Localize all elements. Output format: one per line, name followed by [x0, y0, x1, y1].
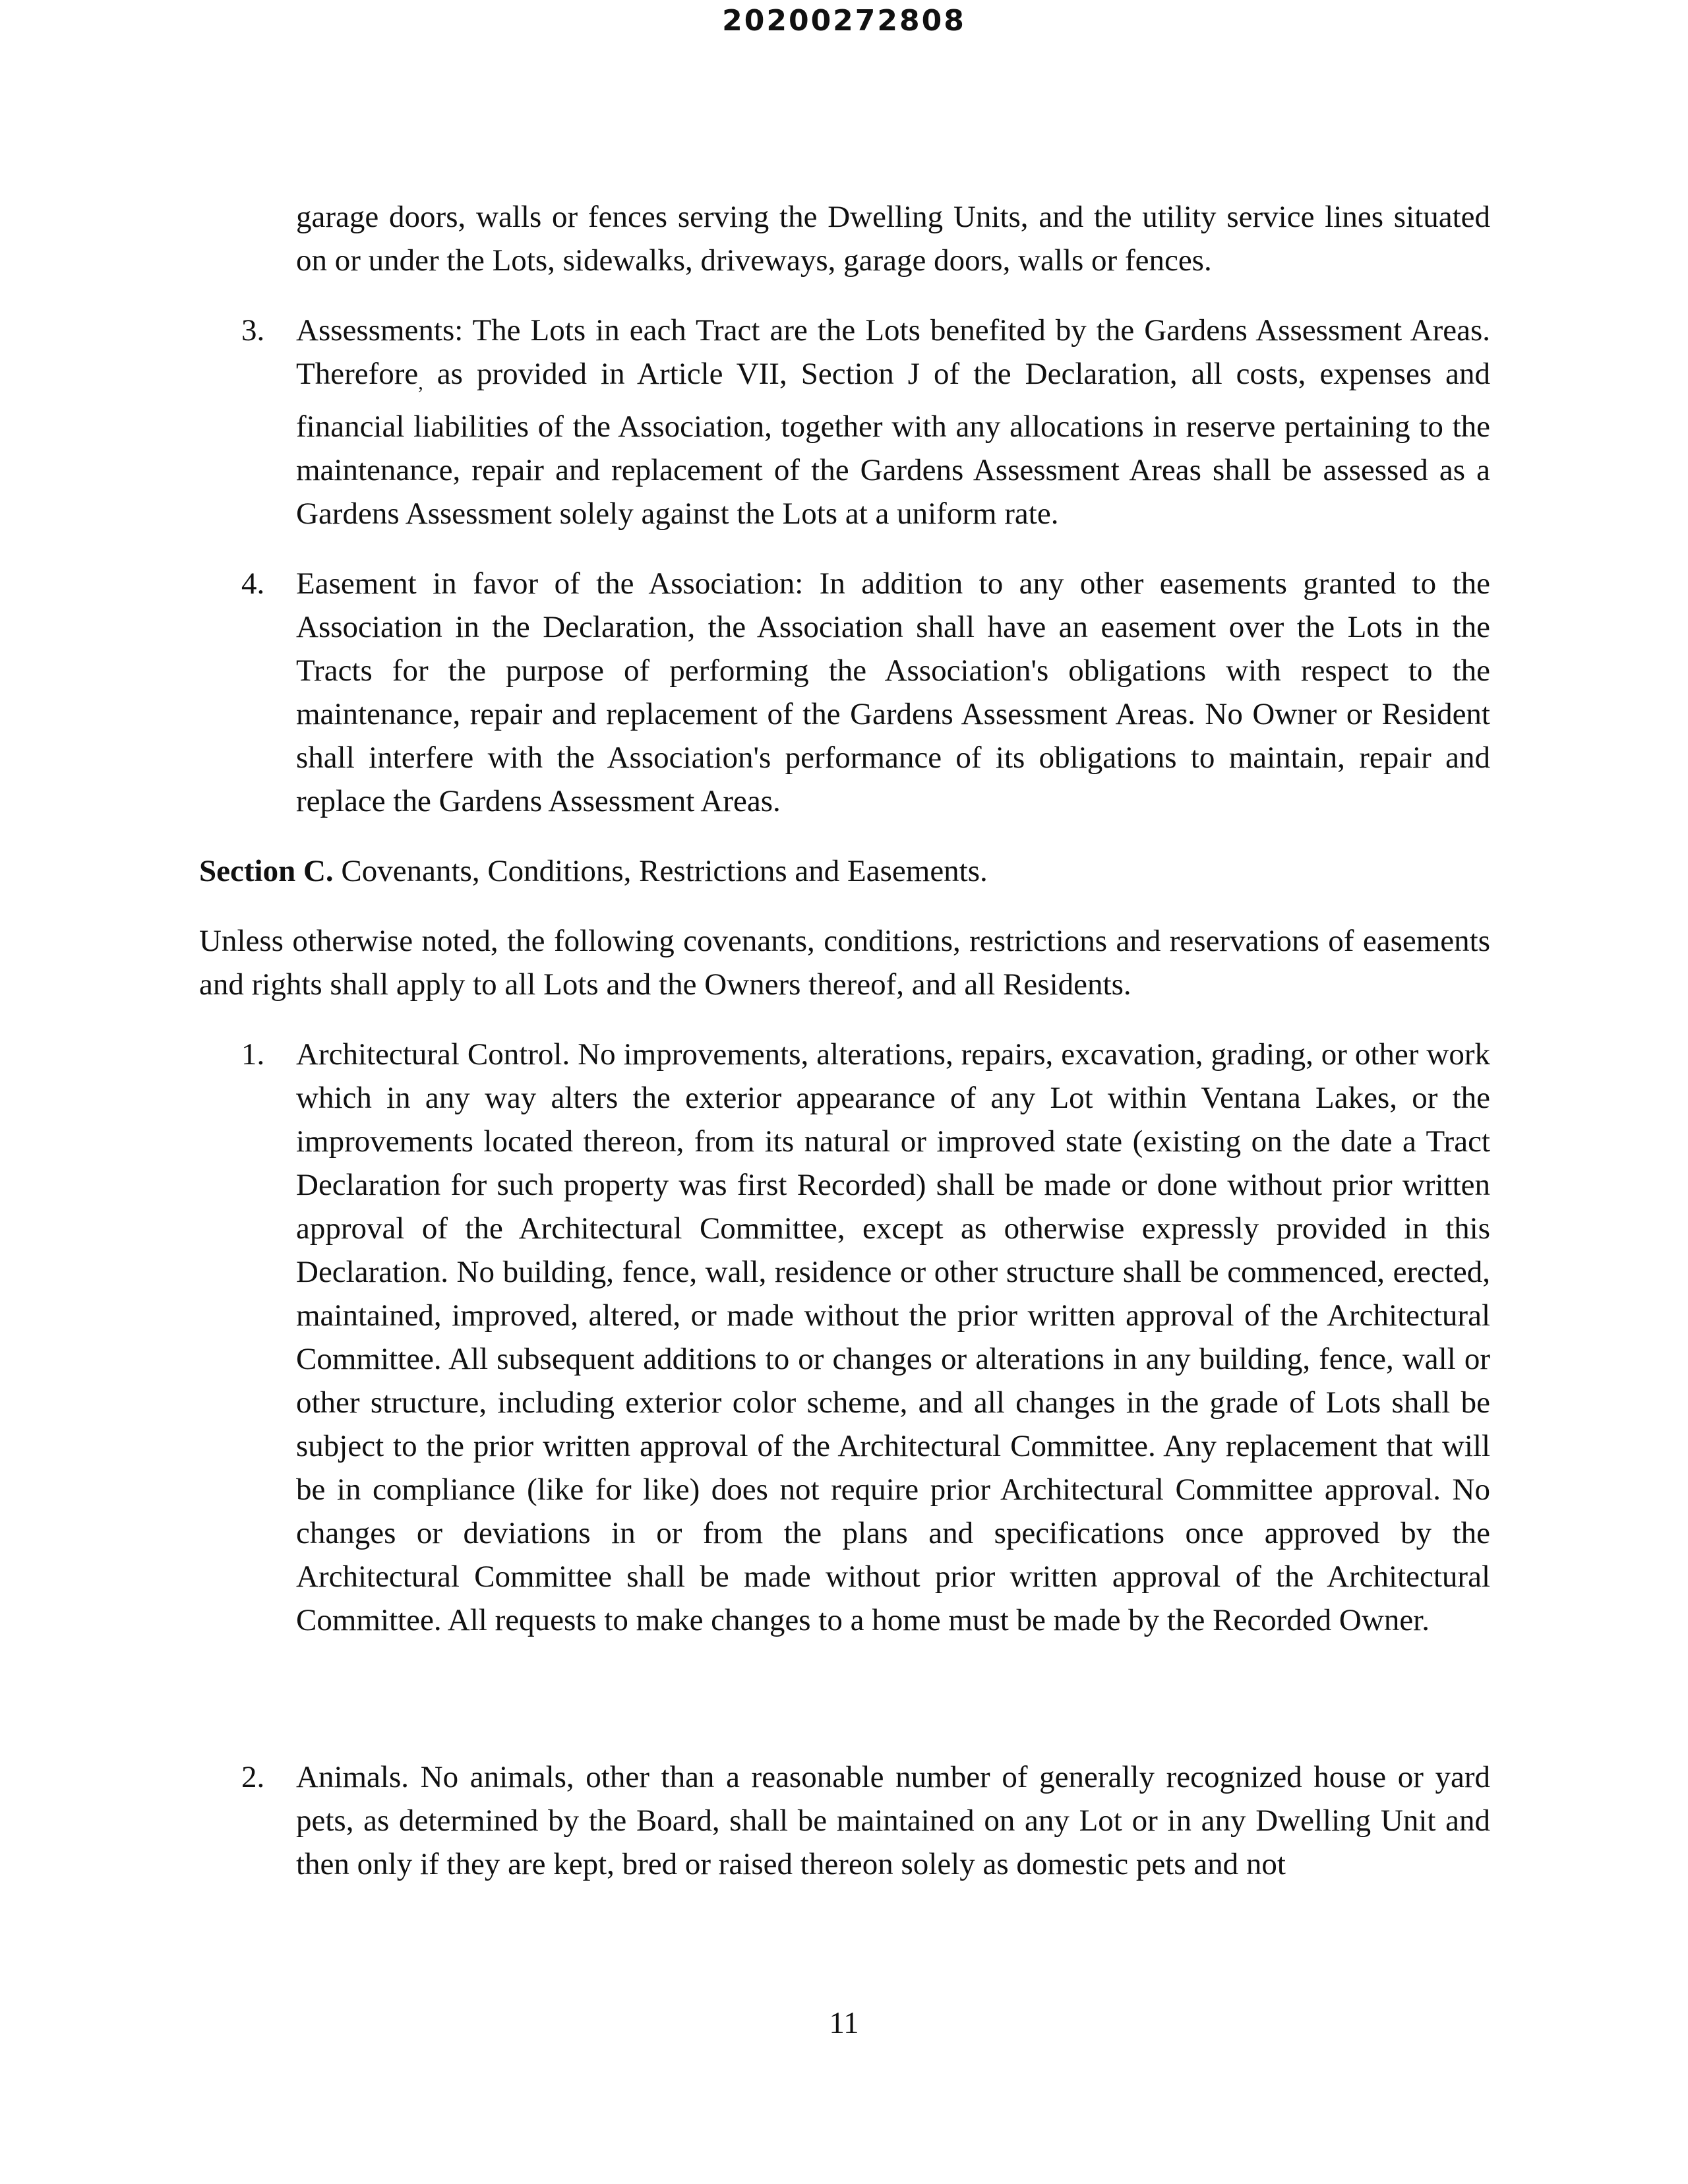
section-intro-paragraph: Unless otherwise noted, the following covenants, conditions, restrictions and reservations of easements and rights shall apply to all Lots and the Owners thereof, and all Residents.: [199, 924, 1490, 1002]
list-item-assessments: [199, 309, 1490, 535]
inserted-comma-mark: ,: [418, 372, 423, 394]
continued-paragraph-text: garage doors, walls or fences serving the Dwelling Units, and the utility service lines situated on or under the Lots, sidewalks, driveways, garage doors, walls or fences.: [296, 200, 1490, 278]
recording-document-number: 20200272808: [722, 4, 966, 38]
list-item-animals: [199, 1755, 1490, 1886]
list-item-number: 4.: [241, 566, 265, 601]
list-item-easement: [199, 562, 1490, 823]
section-title: Covenants, Conditions, Restrictions and Easements.: [333, 854, 988, 888]
section-heading: [199, 849, 1490, 893]
list-item-number: 3.: [241, 313, 265, 348]
document-body: [199, 195, 1490, 1886]
list-item-text: Assessments: The Lots in each Tract are the Lots benefited by the Gardens Assessment Areas. Therefore, as provided in Article VII, Section J of the Declaration, all costs, expenses and financial liabilities of the Association, together with any allocations in reserve pertaining to the maintenance, repair and replacement of the Gardens Assessment Areas shall be assessed as a Gardens Assessment solely against the Lots at a uniform rate.: [296, 313, 1490, 531]
list-item-architectural-control: [199, 1033, 1490, 1642]
list-item-text: Easement in favor of the Association: In addition to any other easements granted to the Association in the Declaration, the Association shall have an easement over the Lots in the Tracts for the purpose of performing the Association's obligations with respect to the maintenance, repair and replacement of the Gardens Assessment Areas. No Owner or Resident shall interfere with the Association's performance of its obligations to maintain, repair and replace the Gardens Assessment Areas.: [296, 566, 1490, 818]
list-item-number: 2.: [241, 1760, 265, 1794]
list-item-text: Architectural Control. No improvements, alterations, repairs, excavation, grading, or other work which in any way alters the exterior appearance of any Lot within Ventana Lakes, or the improvements located thereon, from its natural or improved state (existing on the date a Tract Declaration for such property was first Recorded) shall be made or done without prior written approval of the Architectural Committee, except as otherwise expressly provided in this Declaration. No building, fence, wall, residence or other structure shall be commenced, erected, maintained, improved, altered, or made without the prior written approval of the Architectural Committee. All subsequent additions to or changes or alterations in any building, fence, wall or other structure, including exterior color scheme, and all changes in the grade of Lots shall be subject to the prior written approval of the Architectural Committee. Any replacement that will be in compliance (like for like) does not require prior Architectural Committee approval. No changes or deviations in or from the plans and specifications once approved by the Architectural Committee shall be made without prior written approval of the Architectural Committee. All requests to make changes to a home must be made by the Recorded Owner.: [296, 1037, 1490, 1637]
page-number: 11: [829, 2006, 859, 2040]
continued-paragraph: [199, 195, 1490, 282]
list-item-number: 1.: [241, 1037, 265, 1072]
list-item-text: Animals. No animals, other than a reasonable number of generally recognized house or yard pets, as determined by the Board, shall be maintained on any Lot or in any Dwelling Unit and then only if they are kept, bred or raised thereon solely as domestic pets and not: [296, 1760, 1490, 1881]
section-label: Section C.: [199, 854, 334, 888]
